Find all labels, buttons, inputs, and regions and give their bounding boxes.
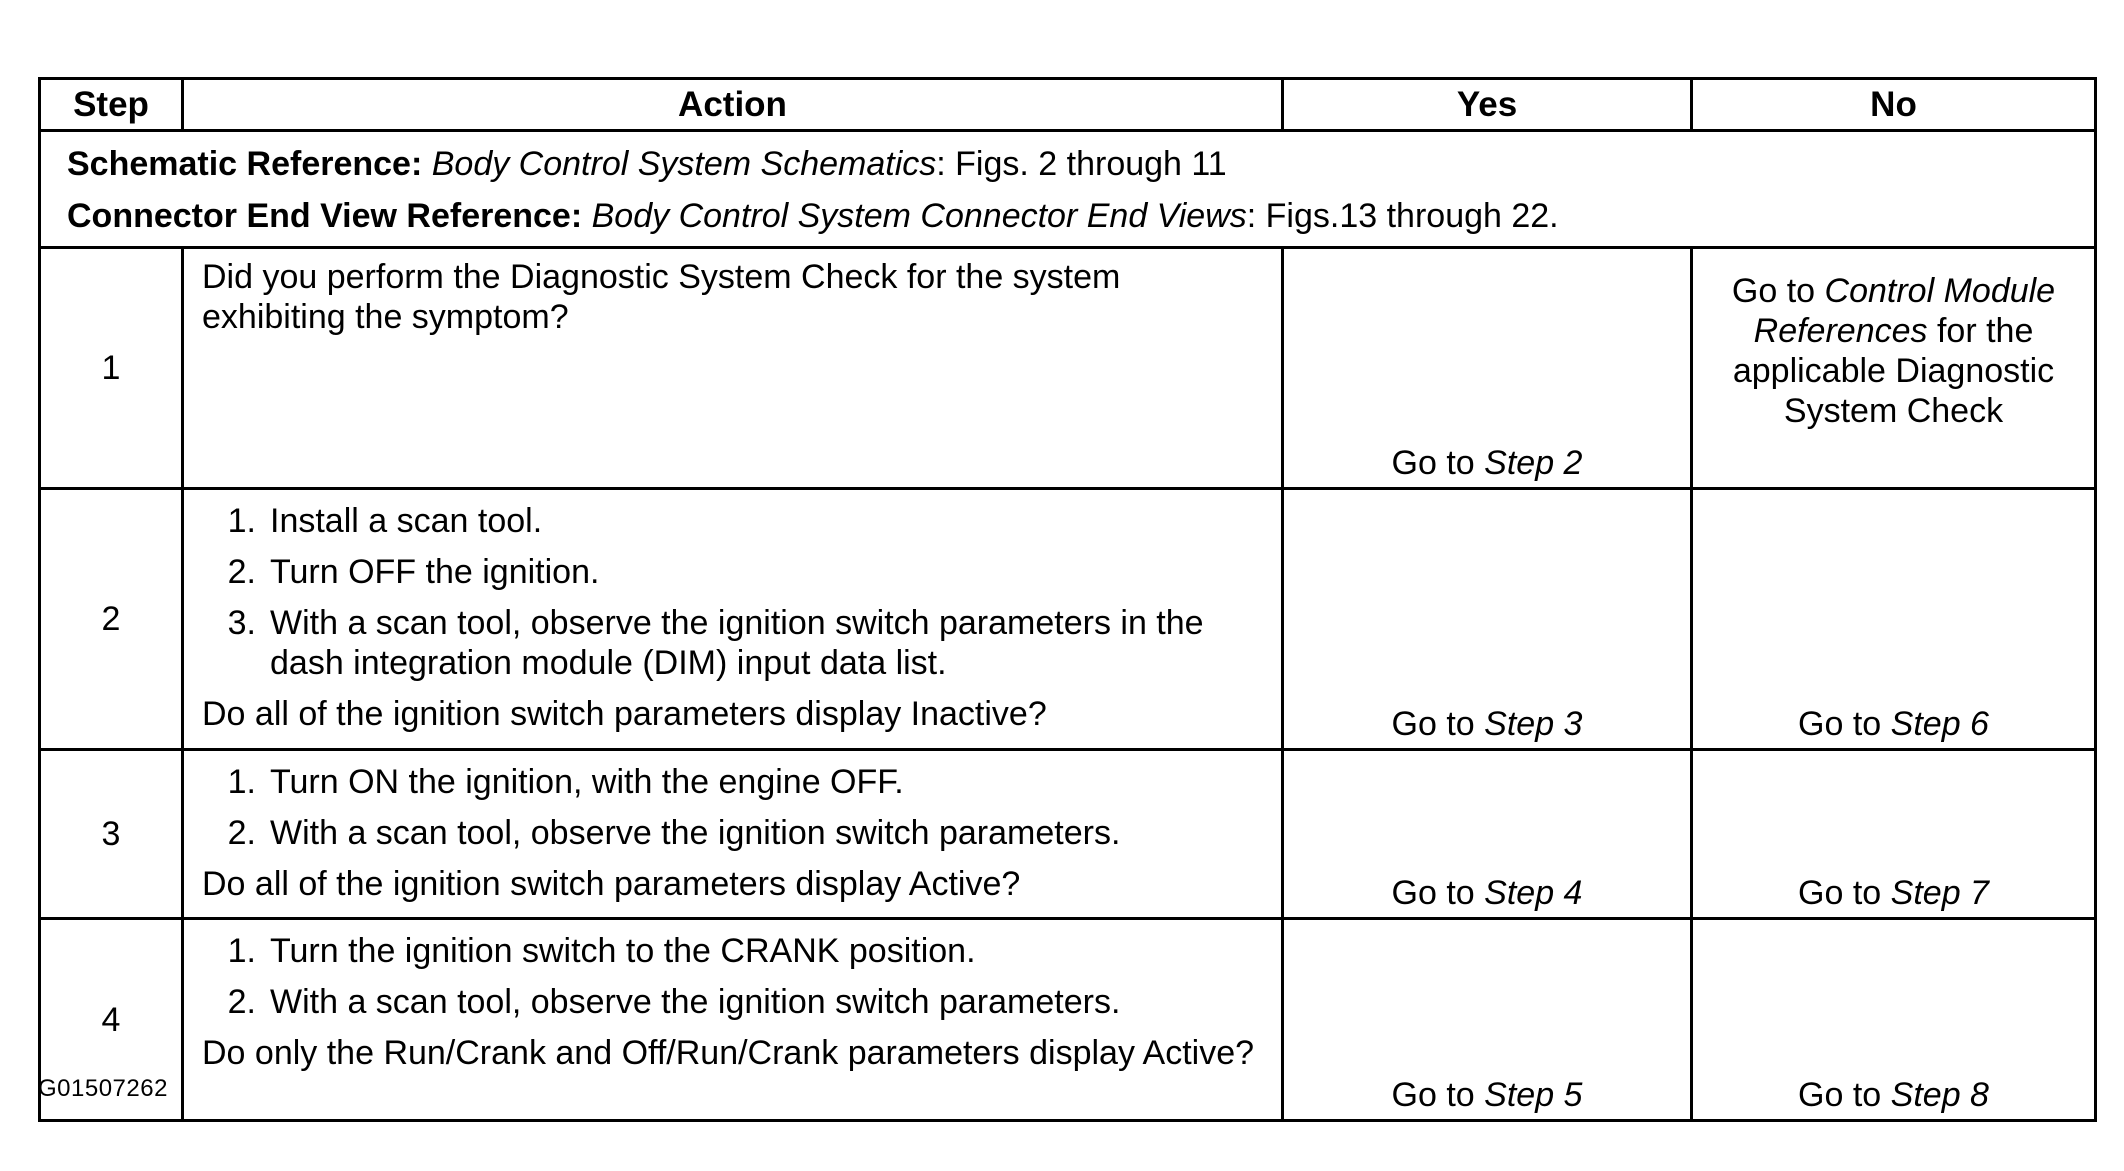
connector-reference-figs: : Figs.13 through 22.	[1246, 197, 1559, 235]
no-link	[1798, 1076, 1989, 1114]
yes-step: Step 2	[1484, 444, 1583, 482]
reference-cell	[40, 131, 2096, 248]
no-step: Step 6	[1890, 705, 1989, 743]
item-number: 2.	[227, 983, 256, 1021]
item-number: 1.	[227, 932, 256, 970]
no-reference: Control Module References	[1753, 272, 2056, 350]
no-prefix: Go to	[1731, 272, 1816, 310]
yes-step: Step 5	[1484, 1076, 1583, 1114]
item-number: 2.	[227, 814, 256, 852]
no-prefix: Go to	[1798, 1076, 1882, 1114]
yes-link	[1392, 1076, 1583, 1114]
header-step: Step	[40, 79, 183, 131]
yes-step: Step 4	[1484, 874, 1583, 912]
no-cell	[1692, 919, 2096, 1121]
action-item	[202, 931, 1271, 971]
yes-prefix: Go to	[1391, 1076, 1475, 1114]
item-number: 1.	[227, 502, 256, 540]
diagnostic-table-wrapper	[38, 77, 2094, 1122]
schematic-reference-title: Body Control System Schematics	[431, 145, 937, 183]
no-prefix: Go to	[1798, 705, 1882, 743]
action-item	[202, 762, 1271, 802]
schematic-reference-label: Schematic Reference:	[67, 145, 423, 183]
header-yes: Yes	[1283, 79, 1692, 131]
step-number: 4	[40, 919, 183, 1121]
action-item	[202, 501, 1271, 541]
no-link	[1798, 874, 1989, 912]
item-text: Turn ON the ignition, with the engine OFF.	[270, 763, 904, 801]
no-cell	[1692, 750, 2096, 919]
yes-link	[1392, 444, 1583, 482]
step-number: 1	[40, 248, 183, 489]
connector-reference	[67, 190, 2094, 242]
action-item	[202, 603, 1271, 683]
no-step: Step 7	[1890, 874, 1989, 912]
no-cell	[1692, 489, 2096, 750]
no-step: Step 8	[1890, 1076, 1989, 1114]
schematic-reference-figs: : Figs. 2 through 11	[936, 145, 1227, 183]
step-question: Do all of the ignition switch parameters display Inactive?	[202, 695, 1047, 733]
step-question: Did you perform the Diagnostic System Check for the system exhibiting the symptom?	[202, 258, 1121, 336]
yes-prefix: Go to	[1391, 874, 1475, 912]
item-text: Install a scan tool.	[270, 502, 543, 540]
action-cell	[183, 919, 1283, 1121]
item-text: Turn the ignition switch to the CRANK position.	[270, 932, 976, 970]
action-item	[202, 813, 1271, 853]
item-text: With a scan tool, observe the ignition switch parameters in the dash integration module (DIM) input data list.	[270, 604, 1204, 682]
action-cell	[183, 248, 1283, 489]
figure-caption: G01507262	[38, 1075, 168, 1102]
yes-link	[1392, 705, 1583, 743]
step-row-4	[40, 919, 2096, 1121]
schematic-reference	[67, 138, 2094, 190]
yes-prefix: Go to	[1391, 705, 1475, 743]
no-prefix: Go to	[1798, 874, 1882, 912]
action-item	[202, 552, 1271, 592]
no-link	[1798, 705, 1989, 743]
item-text: Turn OFF the ignition.	[270, 553, 600, 591]
yes-cell	[1283, 919, 1692, 1121]
yes-cell	[1283, 248, 1692, 489]
item-number: 3.	[227, 604, 256, 642]
header-action: Action	[183, 79, 1283, 131]
yes-step: Step 3	[1484, 705, 1583, 743]
yes-link	[1392, 874, 1583, 912]
connector-reference-title: Body Control System Connector End Views	[591, 197, 1247, 235]
yes-cell	[1283, 489, 1692, 750]
step-question: Do only the Run/Crank and Off/Run/Crank parameters display Active?	[202, 1034, 1255, 1072]
item-number: 2.	[227, 553, 256, 591]
item-text: With a scan tool, observe the ignition switch parameters.	[270, 814, 1121, 852]
action-cell	[183, 750, 1283, 919]
step-number: 2	[40, 489, 183, 750]
yes-prefix: Go to	[1391, 444, 1475, 482]
reference-row	[40, 131, 2096, 248]
step-row-3	[40, 750, 2096, 919]
header-no: No	[1692, 79, 2096, 131]
item-text: With a scan tool, observe the ignition switch parameters.	[270, 983, 1121, 1021]
connector-reference-label: Connector End View Reference:	[67, 197, 583, 235]
item-number: 1.	[227, 763, 256, 801]
header-row	[40, 79, 2096, 131]
step-question: Do all of the ignition switch parameters display Active?	[202, 865, 1021, 903]
action-cell	[183, 489, 1283, 750]
step-row-2	[40, 489, 2096, 750]
action-item	[202, 982, 1271, 1022]
step-number: 3	[40, 750, 183, 919]
step-row-1	[40, 248, 2096, 489]
no-cell	[1692, 248, 2096, 489]
diagnostic-table	[38, 77, 2097, 1122]
no-link	[1732, 272, 2055, 430]
no-suffix: for the applicable Diagnostic System Check	[1732, 312, 2055, 430]
yes-cell	[1283, 750, 1692, 919]
